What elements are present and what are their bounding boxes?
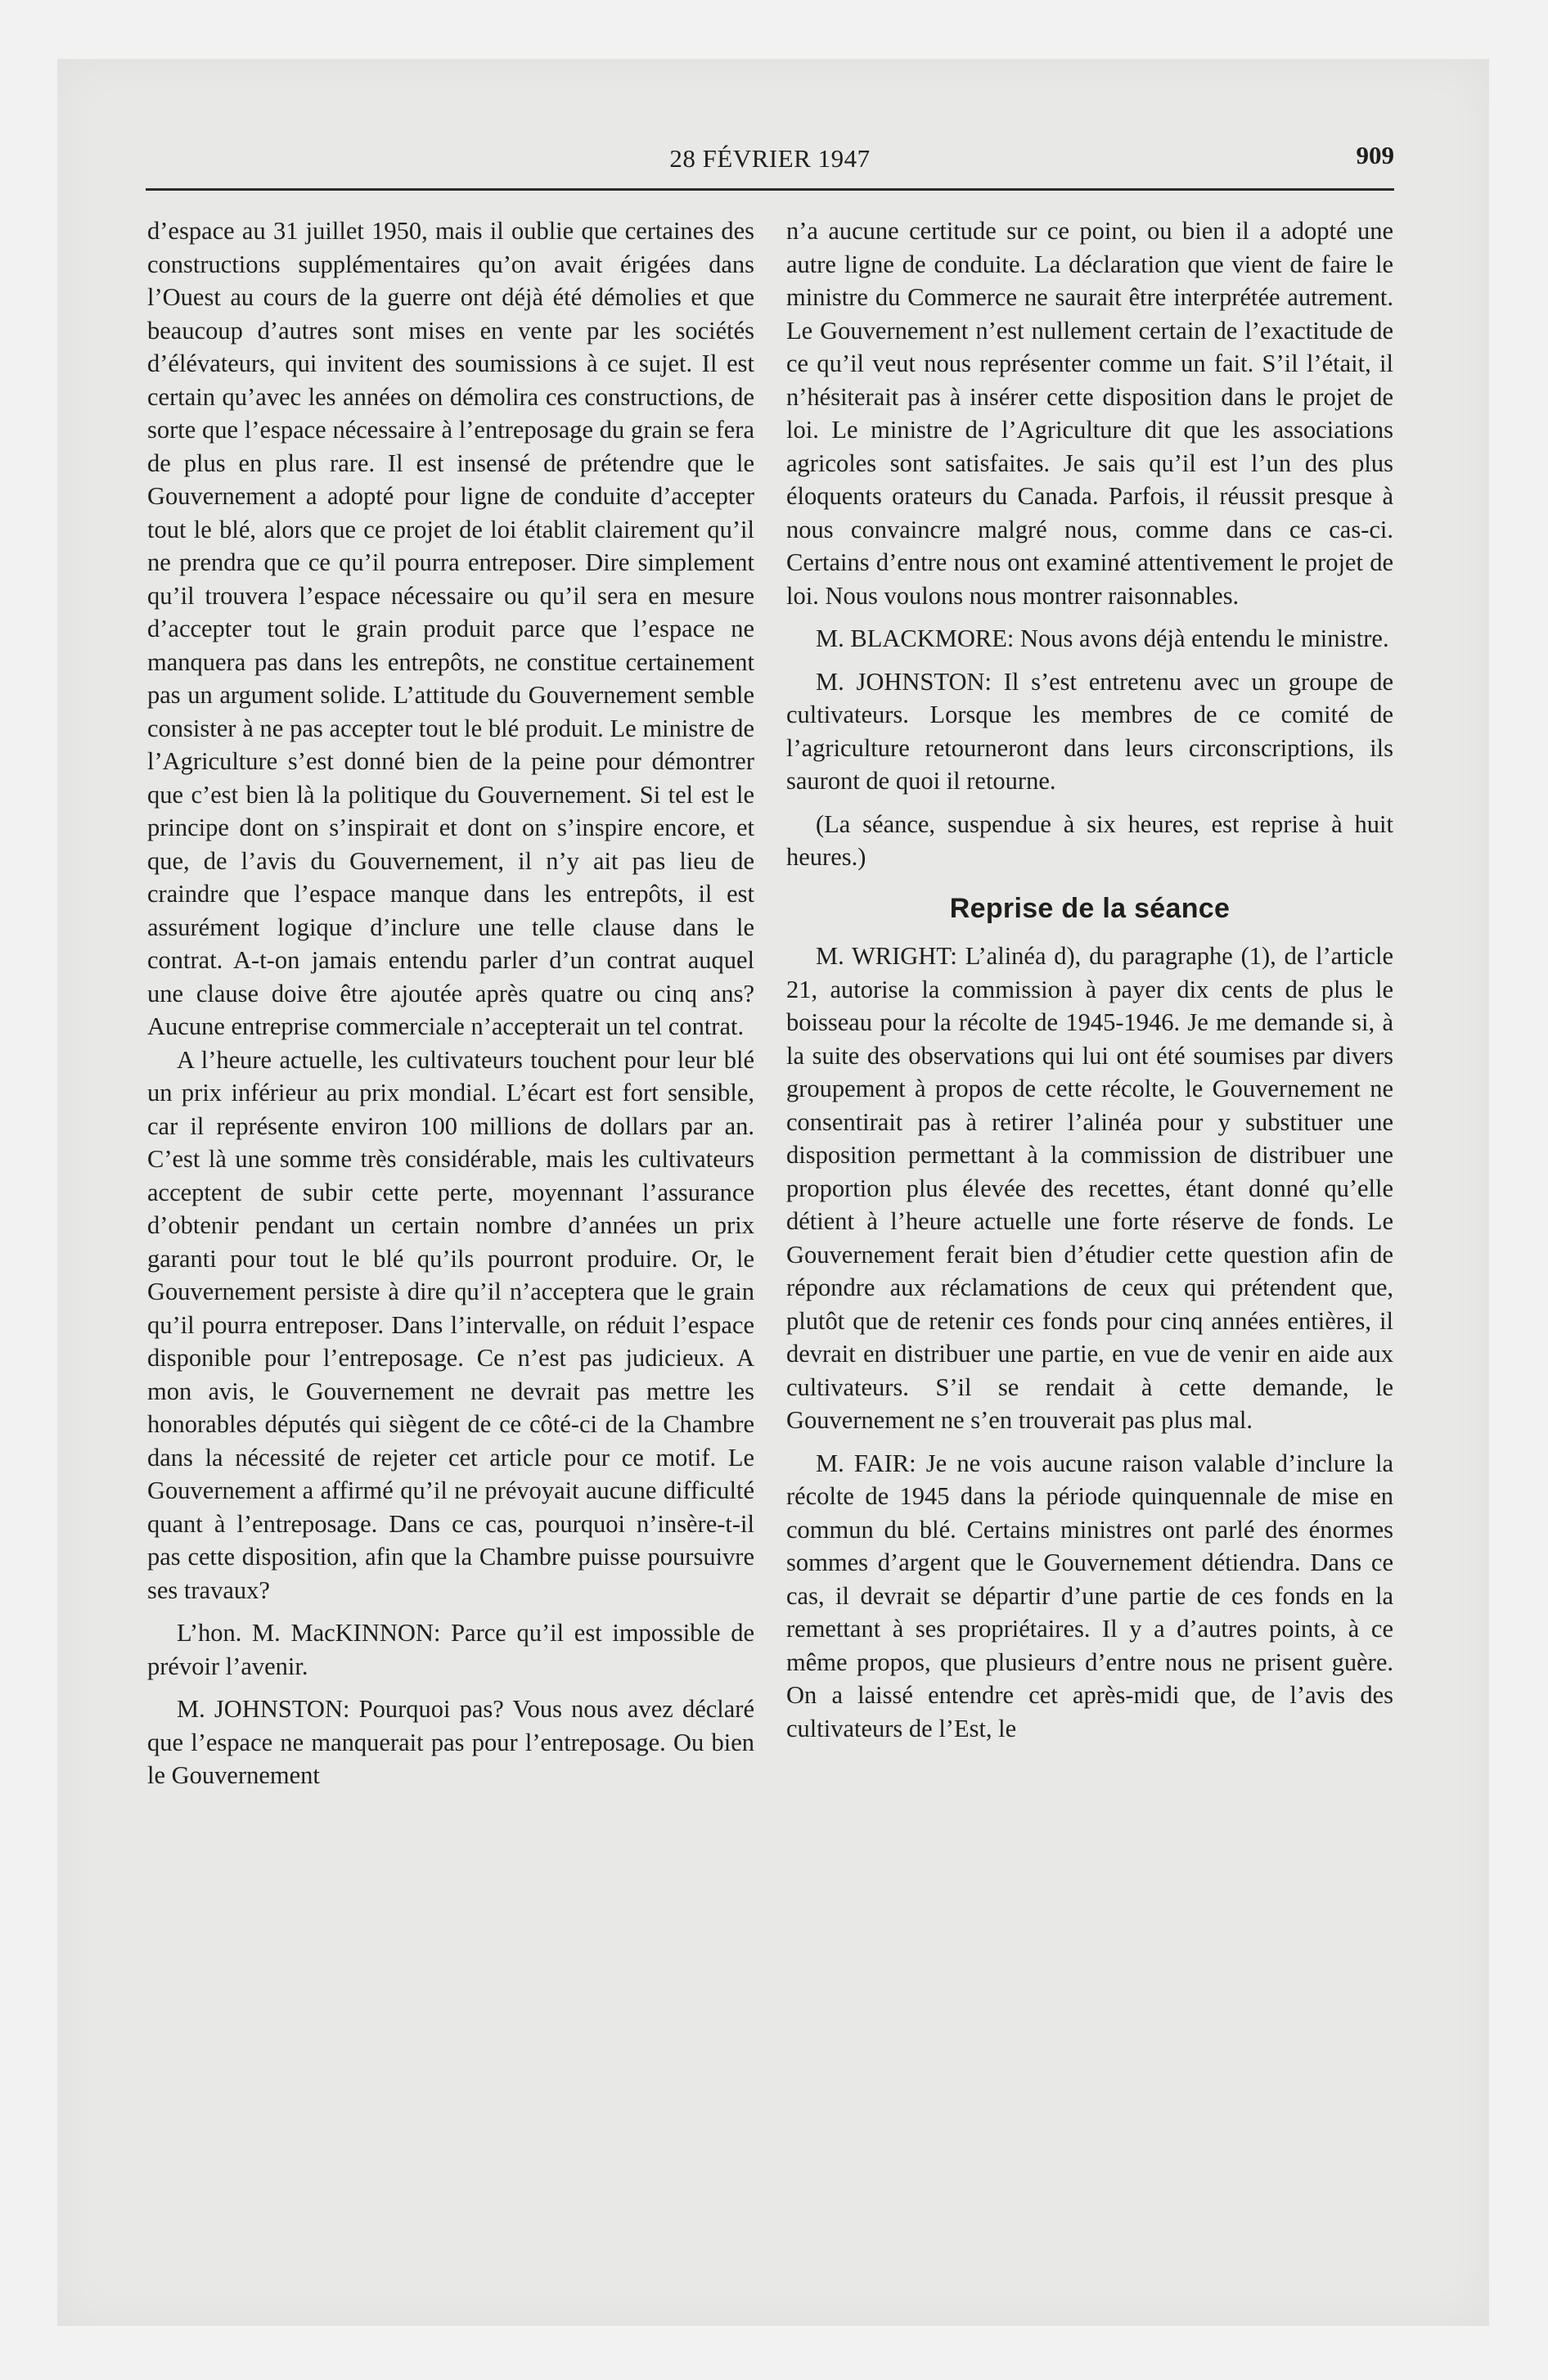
left-column: [147, 214, 754, 1792]
paragraph: d’espace au 31 juillet 1950, mais il oublie que certaines des constructions supplémentaires qu’on avait érigées dans l’Ouest au cours de la guerre ont déjà été démolies et que beaucoup d’autres sont mises en vente par les sociétés d’élévateurs, qui invitent des soumissions à ce sujet. Il est certain qu’avec les années on démolira ces constructions, de sorte que l’espace nécessaire à l’entreposage du grain se fera de plus en plus rare. Il est insensé de prétendre que le Gouvernement a adopté pour ligne de conduite d’accepter tout le blé, alors que ce projet de loi établit clairement qu’il ne prendra que ce qu’il pourra entreposer. Dire simplement qu’il trouvera l’espace nécessaire ou qu’il sera en mesure d’accepter tout le grain produit parce que l’espace ne manquera pas dans les entrepôts, ne constitue certainement pas un argument solide. L’attitude du Gouvernement semble consister à ne pas accepter tout le blé produit. Le ministre de l’Agriculture s’est donné bien de la peine pour démontrer que c’est bien là la politique du Gouvernement. Si tel est le principe dont on s’inspirait et dont on s’inspire encore, et que, de l’avis du Gouvernement, il n’y ait pas lieu de craindre que l’espace manque dans les entrepôts, il est assurément logique d’inclure une telle clause dans le contrat. A-t-on jamais entendu parler d’un contrat auquel une clause doive être ajoutée après quatre ou cinq ans? Aucune entreprise commerciale n’accepterait un tel contrat.: [147, 217, 754, 1040]
paragraph: A l’heure actuelle, les cultivateurs touchent pour leur blé un prix inférieur au prix mondial. L’écart est fort sensible, car il représente environ 100 millions de dollars par an. C’est là une somme très considérable, mais les cultivateurs acceptent de subir cette perte, moyennant l’assurance d’obtenir pendant un certain nombre d’années un prix garanti pour tout le blé qu’ils pourront produire. Or, le Gouvernement persiste à dire qu’il n’acceptera que le grain qu’il pourra entreposer. Dans l’intervalle, on réduit l’espace disponible pour l’entreposage. Ce n’est pas judicieux. A mon avis, le Gouvernement ne devrait pas mettre les honorables députés qui siègent de ce côté-ci de la Chambre dans la nécessité de rejeter cet article pour ce motif. Le Gouvernement a affirmé qu’il ne prévoyait aucune difficulté quant à l’entreposage. Dans ce cas, pourquoi n’insère-t-il pas cette disposition, afin que la Chambre puisse poursuivre ses travaux?: [147, 1045, 754, 1604]
right-column: [786, 214, 1393, 1745]
speaker-paragraph: M. BLACKMORE: Nous avons déjà entendu le ministre.: [816, 624, 1389, 652]
speaker-paragraph: M. JOHNSTON: Il s’est entretenu avec un groupe de cultivateurs. Lorsque les membres de ce comité de l’agriculture retourneront dans leurs circonscriptions, ils sauront de quoi il retourne.: [786, 667, 1393, 795]
page-date: 28 FÉVRIER 1947: [669, 144, 871, 173]
section-heading: Reprise de la séance: [949, 892, 1231, 924]
speaker-paragraph: M. WRIGHT: L’alinéa d), du paragraphe (1), de l’article 21, autorise la commission à payer dix cents de plus le boisseau pour la récolte de 1945-1946. Je me demande si, à la suite des observations qui lui ont été soumises par divers groupement à propos de cette récolte, le Gouvernement ne consentirait pas à retirer l’alinéa pour y substituer une disposition permettant à la commission de distribuer une proportion plus élevée des recettes, étant donné qu’elle détient à l’heure actuelle une forte réserve de fonds. Le Gouvernement ferait bien d’étudier cette question afin de répondre aux réclamations de ceux qui prétendent que, plutôt que de retenir ces fonds pour cinq années entières, il devrait en distribuer une partie, en vue de venir en aide aux cultivateurs. S’il se rendait à cette demande, le Gouvernement ne s’en trouverait pas plus mal.: [786, 942, 1393, 1434]
session-note: (La séance, suspendue à six heures, est reprise à huit heures.): [786, 809, 1393, 871]
speaker-paragraph: M. JOHNSTON: Pourquoi pas? Vous nous avez déclaré que l’espace ne manquerait pas pour l’entreposage. Ou bien le Gouvernement: [147, 1695, 754, 1789]
header-rule: [146, 188, 1394, 191]
page-number: 909: [1356, 141, 1394, 169]
paragraph: n’a aucune certitude sur ce point, ou bien il a adopté une autre ligne de conduite. La déclaration que vient de faire le ministre du Commerce ne saurait être interprétée autrement. Le Gouvernement n’est nullement certain de l’exactitude de ce qu’il veut nous représenter comme un fait. S’il l’était, il n’hésiterait pas à insérer cette disposition dans le projet de loi. Le ministre de l’Agriculture dit que les associations agricoles sont satisfaites. Je sais qu’il est l’un des plus éloquents orateurs du Canada. Parfois, il réussit presque à nous convaincre malgré nous, comme dans ce cas-ci. Certains d’entre nous ont examiné attentivement le projet de loi. Nous voulons nous montrer raisonnables.: [786, 217, 1393, 610]
speaker-paragraph: L’hon. M. MacKINNON: Parce qu’il est impossible de prévoir l’avenir.: [147, 1619, 754, 1680]
page-header: [146, 137, 1394, 187]
speaker-paragraph: M. FAIR: Je ne vois aucune raison valable d’inclure la récolte de 1945 dans la période quinquennale de mise en commun du blé. Certains ministres ont parlé des énormes sommes d’argent que le Gouvernement détiendra. Dans ce cas, il devrait se départir d’une partie de ces fonds en la remettant à ses propriétaires. Il y a d’autres points, à ce même propos, que plusieurs d’entre nous ne prisent guère. On a laissé entendre cet après-midi que, de l’avis des cultivateurs de l’Est, le: [786, 1449, 1393, 1742]
